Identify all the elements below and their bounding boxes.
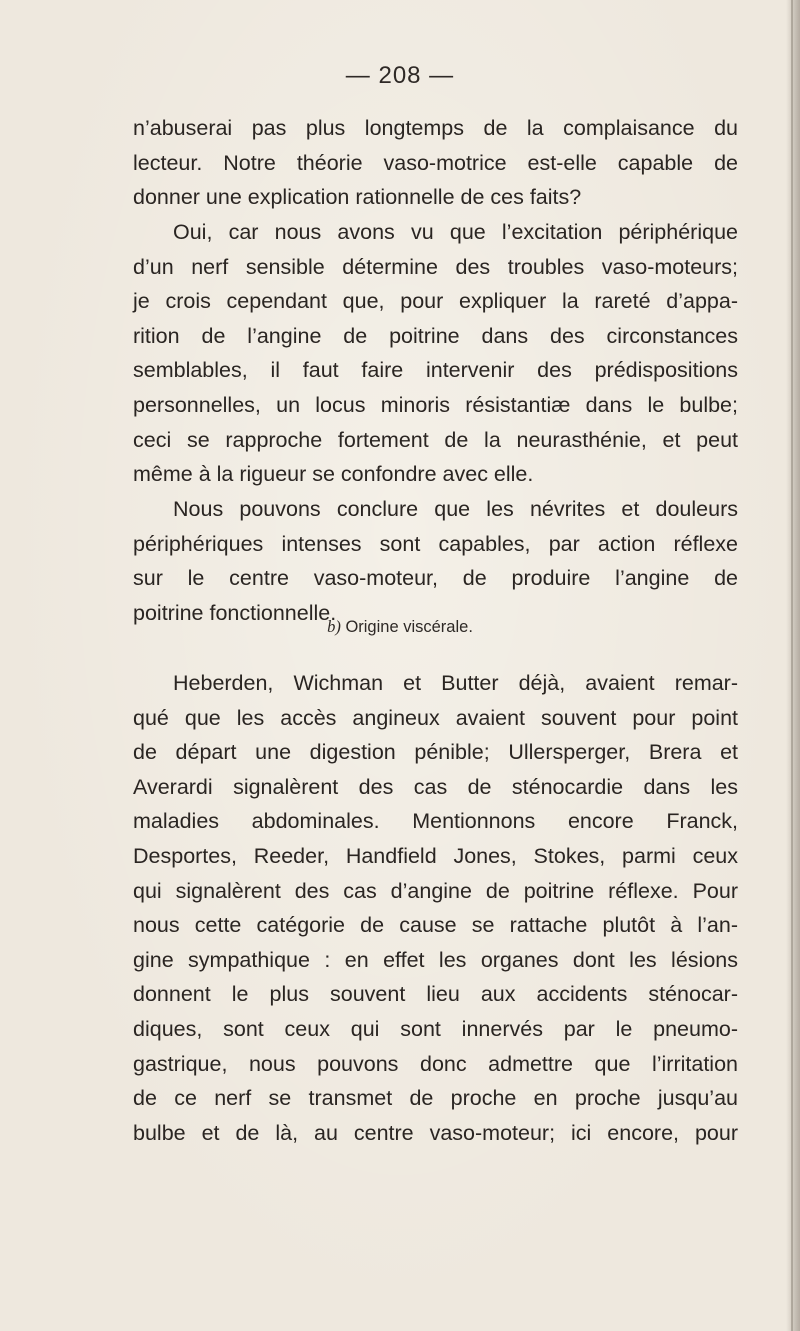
- text-line: périphériques intenses sont capables, par action réflexe: [133, 531, 738, 556]
- text-line: même à la rigueur se confondre avec elle.: [133, 462, 534, 487]
- text-line: Averardi signalèrent des cas de sténocardie dans les: [133, 774, 738, 799]
- subheading-letter: b): [327, 617, 341, 636]
- text-line: donner une explication rationnelle de ces faits?: [133, 185, 582, 210]
- text-line: n’abuserai pas plus longtemps de la complaisance du: [133, 116, 738, 140]
- text-line: sur le centre vaso-moteur, de produire l’angine de: [133, 566, 738, 591]
- subheading-text: Origine viscérale.: [345, 618, 473, 636]
- page-edge-shadow: [786, 0, 800, 1331]
- text-line: donnent le plus souvent lieu aux accidents sténocar-: [133, 982, 738, 1007]
- page-edge-line: [791, 0, 793, 1331]
- text-line: nous cette catégorie de cause se rattache plutôt à l’an-: [133, 913, 738, 938]
- text-line: semblables, il faut faire intervenir des prédispositions: [133, 358, 738, 383]
- text-line: je crois cependant que, pour expliquer la rareté d’appa-: [133, 289, 738, 314]
- page-number-header: — 208 —: [345, 62, 455, 89]
- paragraph-visceral-origin: [133, 666, 738, 1150]
- text-line: d’un nerf sensible détermine des troubles vaso-moteurs;: [133, 254, 738, 279]
- text-line: de départ une digestion pénible; Ullersperger, Brera et: [133, 740, 738, 765]
- text-line: bulbe et de là, au centre vaso-moteur; ici encore, pour: [133, 1120, 738, 1145]
- text-line: diques, sont ceux qui sont innervés par le pneumo-: [133, 1016, 738, 1041]
- paragraph-conclusion: [133, 492, 738, 630]
- text-line: personnelles, un locus minoris résistantiæ dans le bulbe;: [133, 392, 738, 417]
- text-line: gastrique, nous pouvons donc admettre que l’irritation: [133, 1051, 738, 1076]
- text-line: Heberden, Wichman et Butter déjà, avaient remar-: [173, 671, 738, 695]
- text-line: Desportes, Reeder, Handfield Jones, Stokes, parmi ceux: [133, 843, 738, 868]
- text-line: ceci se rapproche fortement de la neurasthénie, et peut: [133, 427, 738, 452]
- text-line: gine sympathique : en effet les organes dont les lésions: [133, 947, 738, 972]
- text-line: qué que les accès angineux avaient souvent pour point: [133, 705, 738, 730]
- paragraph-vaso-motor: [133, 215, 738, 492]
- text-line: rition de l’angine de poitrine dans des circonstances: [133, 323, 738, 348]
- section-subheading: [0, 617, 800, 637]
- text-line: Nous pouvons conclure que les névrites et douleurs: [173, 497, 738, 521]
- text-line: qui signalèrent des cas d’angine de poitrine réflexe. Pour: [133, 878, 738, 903]
- text-line: Oui, car nous avons vu que l’excitation périphérique: [173, 220, 738, 244]
- text-line: lecteur. Notre théorie vaso-motrice est-elle capable de: [133, 150, 738, 175]
- paragraph-continuation: [133, 111, 738, 215]
- text-line: poitrine fonctionnelle.: [133, 600, 337, 625]
- text-line: maladies abdominales. Mentionnons encore Franck,: [133, 809, 738, 834]
- text-line: de ce nerf se transmet de proche en proche jusqu’au: [133, 1086, 738, 1111]
